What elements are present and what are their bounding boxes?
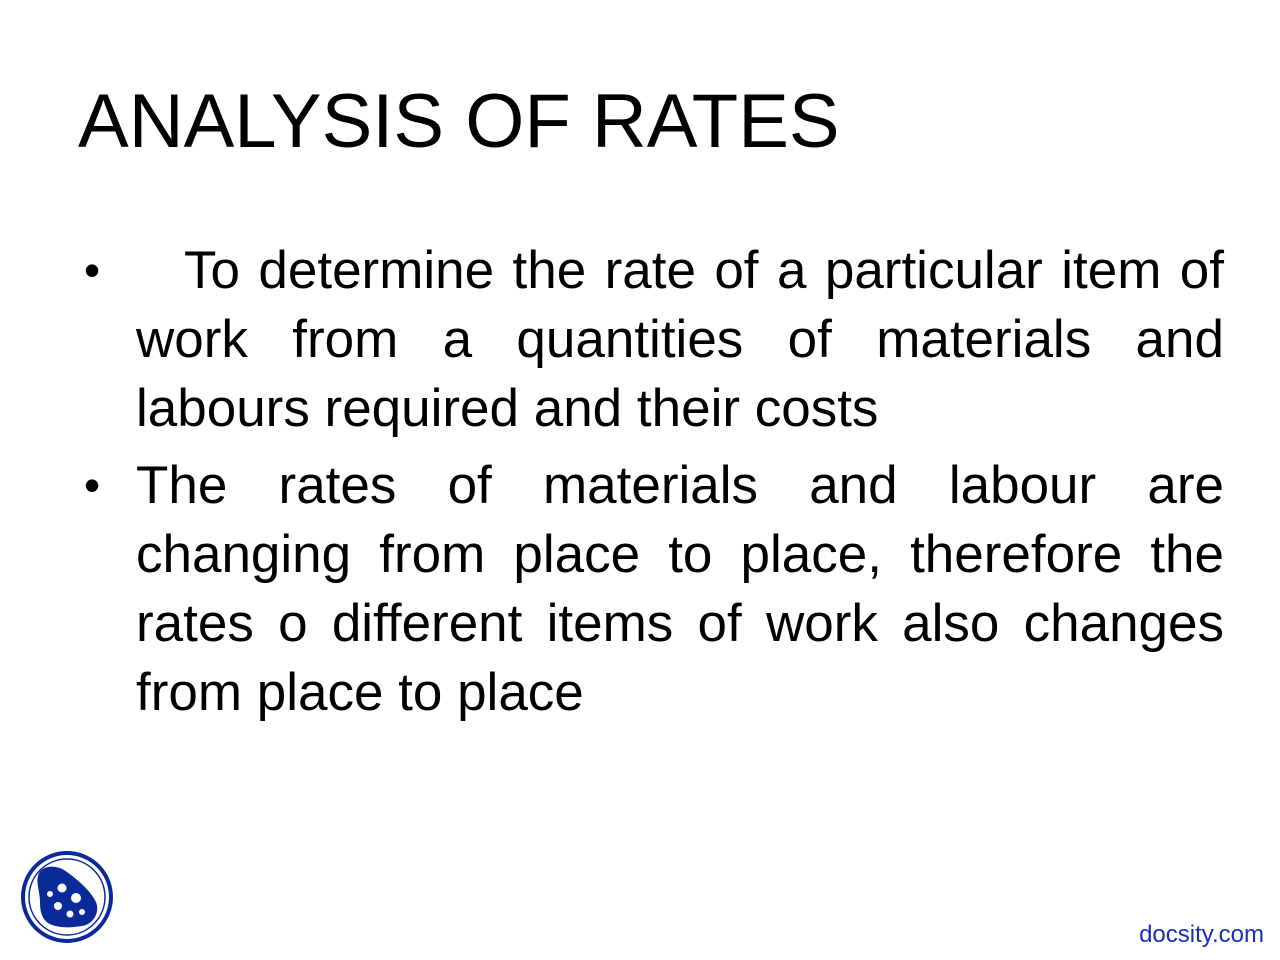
bullet-text: To determine the rate of a particular item of work from a quantities of materials and labours required and their costs	[136, 241, 1224, 438]
bullet-text: The rates of materials and labour are changing from place to place, therefore the rates o different items of work also changes from place to place	[136, 456, 1224, 722]
bullet-item	[84, 236, 1224, 443]
bullet-icon: •	[84, 244, 101, 296]
bullet-item	[84, 451, 1224, 727]
docsity-logo-icon	[20, 850, 114, 944]
bullet-icon: •	[84, 459, 101, 511]
docsity-link[interactable]: docsity.com	[1139, 921, 1264, 948]
slide-title: ANALYSIS OF RATES	[78, 79, 840, 164]
bullet-list	[84, 236, 1224, 735]
